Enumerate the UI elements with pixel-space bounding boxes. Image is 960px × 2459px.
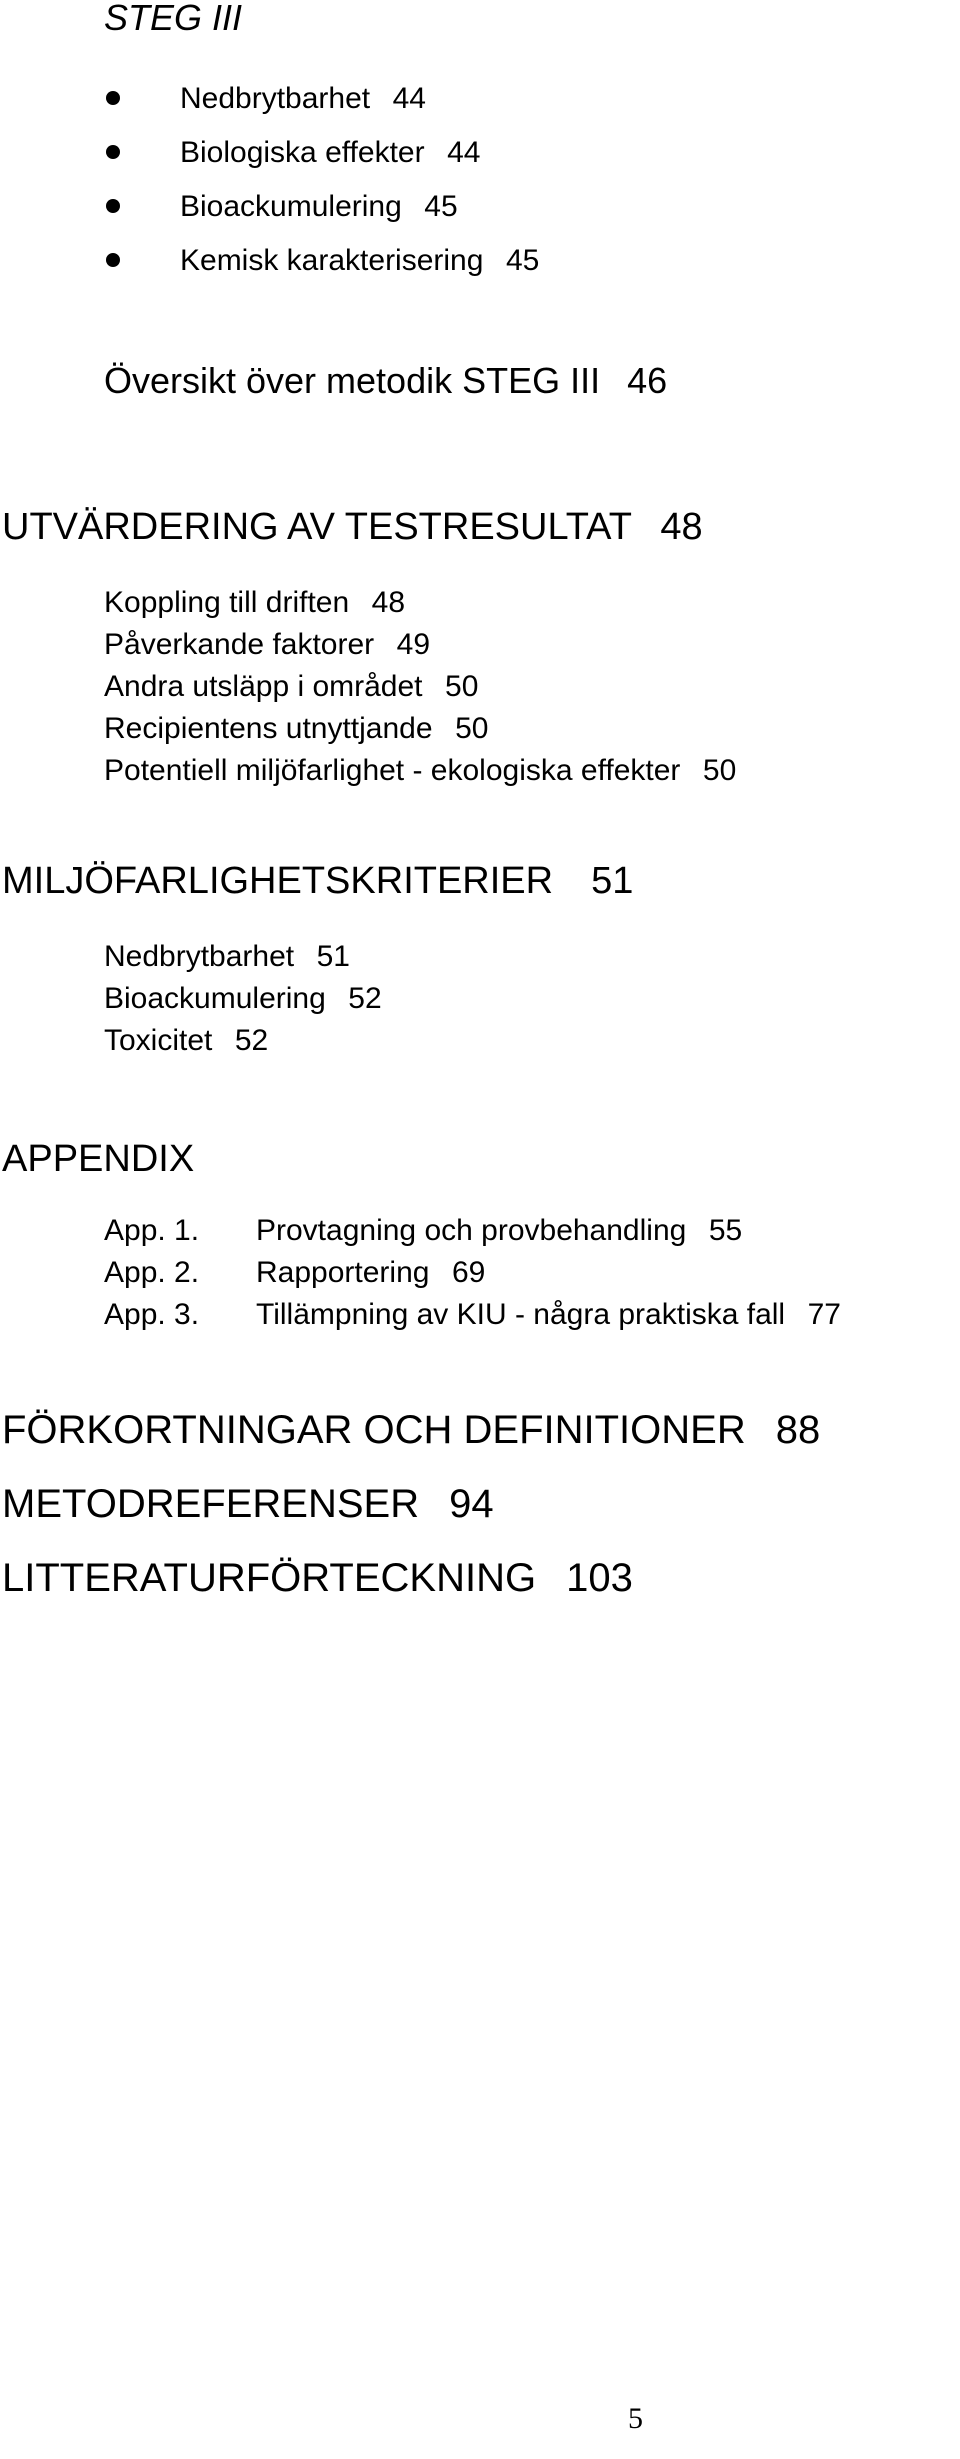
entry-page: 44 bbox=[392, 82, 426, 115]
entry-page: 50 bbox=[445, 670, 479, 703]
heading-text: APPENDIX bbox=[2, 1138, 195, 1180]
entry-label: Bioackumulering bbox=[104, 982, 326, 1015]
entry-label: Toxicitet bbox=[104, 1024, 213, 1057]
bullet-icon bbox=[106, 199, 120, 213]
entry-page: 45 bbox=[424, 190, 458, 223]
entry-label: METODREFERENSER bbox=[2, 1482, 420, 1526]
toc-entry[interactable] bbox=[104, 756, 736, 786]
bullet-icon bbox=[106, 253, 120, 267]
section-heading-appendix bbox=[2, 1140, 194, 1178]
entry-label: Andra utsläpp i området bbox=[104, 670, 423, 703]
entry-label: Nedbrytbarhet bbox=[180, 82, 371, 115]
section-heading-utvardering[interactable] bbox=[2, 508, 703, 546]
entry-page: 48 bbox=[371, 586, 406, 619]
entry-page: 45 bbox=[505, 244, 540, 277]
bullet-icon bbox=[106, 91, 120, 105]
appendix-code: App. 1. bbox=[104, 1214, 200, 1247]
heading-page: 48 bbox=[660, 506, 703, 548]
entry-page: 50 bbox=[702, 754, 737, 787]
entry-page: 55 bbox=[708, 1214, 743, 1247]
toc-entry[interactable] bbox=[104, 588, 405, 618]
heading-text: UTVÄRDERING AV TESTRESULTAT bbox=[2, 506, 632, 548]
entry-page: 49 bbox=[396, 628, 431, 661]
toc-entry-appendix[interactable] bbox=[104, 1216, 742, 1246]
toc-entry-appendix[interactable] bbox=[104, 1258, 485, 1288]
toc-entry[interactable] bbox=[106, 136, 481, 169]
section-heading-steg-iii bbox=[104, 0, 242, 36]
entry-label: Kemisk karakterisering bbox=[180, 244, 484, 277]
toc-entry[interactable] bbox=[104, 672, 478, 702]
appendix-code: App. 3. bbox=[104, 1298, 200, 1331]
entry-label: Påverkande faktorer bbox=[104, 628, 375, 661]
entry-page: 52 bbox=[234, 1024, 269, 1057]
toc-entry-litteratur[interactable] bbox=[2, 1558, 633, 1598]
entry-label: Bioackumulering bbox=[180, 190, 402, 223]
toc-entry[interactable] bbox=[104, 984, 382, 1014]
toc-entry[interactable] bbox=[106, 244, 540, 277]
heading-text: STEG III bbox=[104, 0, 243, 38]
entry-label: FÖRKORTNINGAR OCH DEFINITIONER bbox=[2, 1408, 746, 1452]
heading-text: MILJÖFARLIGHETSKRITERIER bbox=[2, 860, 554, 902]
toc-entry[interactable] bbox=[106, 82, 426, 115]
entry-page: 94 bbox=[449, 1482, 494, 1526]
section-heading-miljofarlighet[interactable] bbox=[2, 862, 633, 900]
toc-entry-appendix[interactable] bbox=[104, 1300, 841, 1330]
entry-label: LITTERATURFÖRTECKNING bbox=[2, 1556, 537, 1600]
entry-label: Potentiell miljöfarlighet - ekologiska effekter bbox=[104, 754, 681, 787]
entry-label: Nedbrytbarhet bbox=[104, 940, 295, 973]
entry-page: 103 bbox=[566, 1556, 633, 1600]
toc-entry-oversikt[interactable] bbox=[104, 360, 668, 401]
entry-page: 44 bbox=[447, 136, 481, 169]
toc-entry-forkortningar[interactable] bbox=[2, 1410, 820, 1450]
entry-page: 69 bbox=[451, 1256, 486, 1289]
entry-label: Tillämpning av KIU - några praktiska fall bbox=[256, 1298, 786, 1331]
toc-entry-metodreferenser[interactable] bbox=[2, 1484, 494, 1524]
entry-page: 52 bbox=[348, 982, 382, 1015]
toc-entry[interactable] bbox=[106, 190, 458, 223]
toc-entry[interactable] bbox=[104, 942, 350, 972]
entry-page: 88 bbox=[775, 1408, 821, 1452]
entry-label: Översikt över metodik STEG III bbox=[104, 360, 601, 401]
toc-entry[interactable] bbox=[104, 630, 430, 660]
entry-label: Koppling till driften bbox=[104, 586, 350, 619]
entry-label: Provtagning och provbehandling bbox=[256, 1214, 687, 1247]
entry-page: 51 bbox=[316, 940, 350, 973]
entry-label: Rapportering bbox=[256, 1256, 430, 1289]
entry-page: 50 bbox=[455, 712, 489, 745]
appendix-code: App. 2. bbox=[104, 1256, 200, 1289]
bullet-icon bbox=[106, 145, 120, 159]
heading-page: 51 bbox=[591, 860, 634, 902]
page-number: 5 bbox=[628, 2402, 643, 2435]
entry-page: 46 bbox=[627, 360, 668, 401]
entry-label: Biologiska effekter bbox=[180, 136, 425, 169]
entry-page: 77 bbox=[807, 1298, 841, 1331]
toc-entry[interactable] bbox=[104, 1026, 268, 1056]
entry-label: Recipientens utnyttjande bbox=[104, 712, 433, 745]
toc-entry[interactable] bbox=[104, 714, 488, 744]
